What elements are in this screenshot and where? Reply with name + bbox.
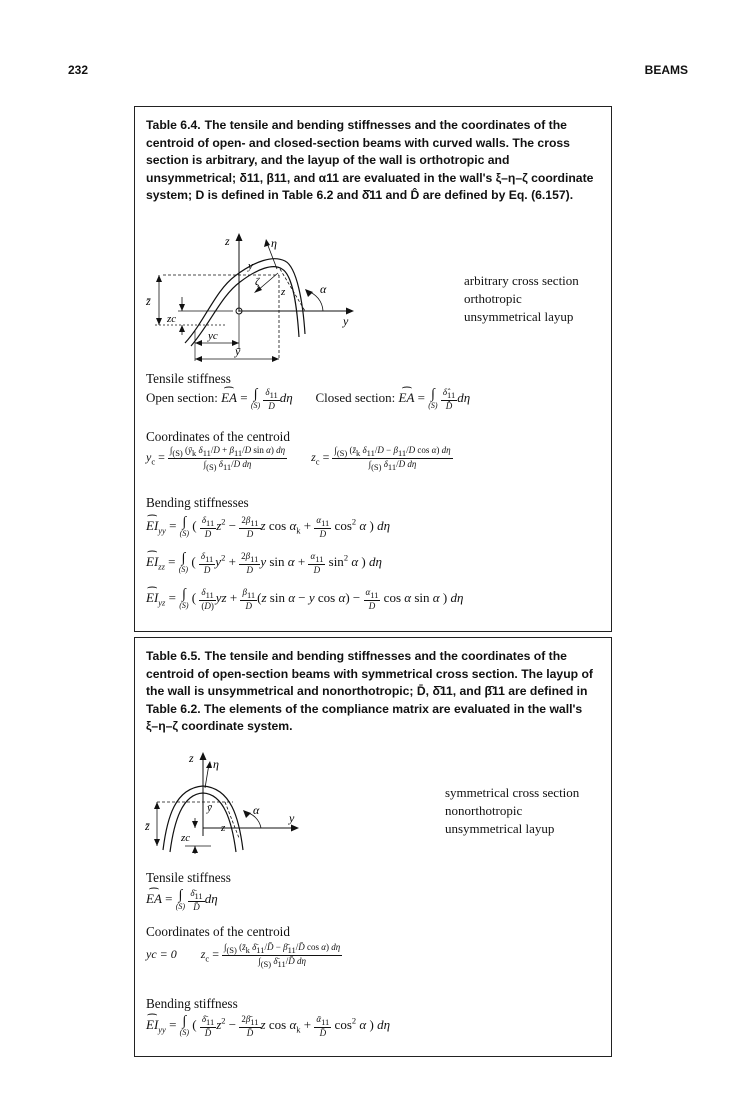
- table-6-5: [134, 637, 612, 1057]
- table-6-5-cross-section-figure: [145, 748, 315, 858]
- fig2-z-label: z: [189, 751, 194, 765]
- table-6-4-cross-section-figure: [145, 231, 375, 371]
- note-line: unsymmetrical layup: [445, 821, 555, 836]
- fig1-local-y-label: y: [248, 260, 253, 272]
- page-number: 232: [68, 63, 89, 77]
- table-6-5-caption-text: The tensile and bending stiffnesses and the coordinates of the centroid of open-section beams with symmetrical cross section. The layup of the wall is unsymmetrical and nonorthotropic; D̄, δ̄11, and β̄11 are defined in Table 6.2. The elements of the compliance matrix are evaluated in the wall's ξ–η–ζ coordinate system.: [146, 649, 593, 734]
- fig1-zbar-label: z̄: [146, 294, 151, 308]
- bending-eq-yy: ⌢ $EI_{yy}$ = ∫ (S) ( $\frac{\delta_{11}}{D}$ $z^2$ − $\frac{2\beta_{11}}{D}$ z $\cos \alpha_k$ + $\frac{\alpha_{11}}{D}$ $\cos^2 \alpha$ ) dη: [146, 515, 390, 539]
- fig1-zc-label: zc: [167, 313, 177, 325]
- closed-section-label: Closed section:: [315, 389, 396, 405]
- centroid-eq-2: yc = 0 $z_c$ = $\frac{\int_{(S)} (z̄_k \deltā_{11}/D̄ - \betā_{11}/D̄ \cos \alpha) d\eta}{\int_{(S)} \deltā_{11}/D̄ d\eta}$: [146, 942, 341, 969]
- note-line: nonorthotropic: [445, 803, 523, 818]
- fig1-ybar-label: ȳ: [235, 344, 241, 358]
- bending-heading: Bending stiffnesses: [146, 495, 249, 510]
- fig1-alpha-label: α: [320, 282, 327, 296]
- note-line: arbitrary cross section: [464, 273, 579, 288]
- bending-eq-zz: ⌢ $EI_{zz}$ = ∫ (S) ( $\frac{\delta_{11}}{D}$ $y^2$ + $\frac{2\beta_{11}}{D}$ y sin α + $\frac{\alpha_{11}}{D}$ $\sin^2 \alpha$ ) dη: [146, 551, 382, 575]
- tensile-heading: Tensile stiffness: [146, 371, 231, 386]
- table-6-4-caption: [146, 117, 597, 205]
- fig1-eta-label: η: [271, 236, 277, 250]
- tensile-eq-open: Open section: ⌢ EA = ∫ (S) $\frac{\delta_{11}}{D}$ dη Closed section: ⌢ EA = ∫ (S) $\frac{\deltâ_{11}}{D̂}$ dη: [146, 387, 470, 411]
- fig2-eta-label: η: [213, 757, 219, 771]
- fig2-inner-z-label: z: [221, 822, 226, 834]
- fig1-zeta-label: ζ: [255, 276, 260, 288]
- tensile-heading-2: Tensile stiffness: [146, 870, 231, 885]
- table-6-5-label: Table 6.5.: [146, 649, 201, 663]
- fig2-zc-label: zc: [181, 832, 191, 844]
- bending-eq-yz: ⌢ $EI_{yz}$ = ∫ (S) ( $\frac{\delta_{11}}{(D)}$ yz + $\frac{\beta_{11}}{D}$ (z sin α − y cos α) − $\frac{\alpha_{11}}{D}$ cos α sin α ) dη: [146, 587, 463, 611]
- fig2-zbar-label: z̄: [145, 819, 150, 833]
- fig2-alpha-label: α: [253, 803, 260, 817]
- fig2-y-label: y: [289, 811, 295, 825]
- fig1-z-label: z: [225, 234, 230, 248]
- table-6-4-notes: [464, 272, 579, 326]
- fig2-ybar-label: ȳ: [207, 802, 212, 814]
- tensile-eq-2: ⌢ EA = ∫ (S) $\frac{\deltā_{11}}{D̄}$ dη: [146, 888, 218, 912]
- bending-eq-yy-2: ⌢ $EI_{yy}$ = ∫ (S) ( $\frac{\deltā_{11}}{D̄}$ $z^2$ − $\frac{2\betā_{11}}{D̄}$ z $\cos \alpha_k$ + $\frac{ᾱ_{11}}{D̄}$ $\cos^2 \alpha$ ) dη: [146, 1014, 390, 1038]
- note-line: symmetrical cross section: [445, 785, 580, 800]
- running-title: BEAMS: [644, 63, 688, 77]
- table-6-5-caption: [146, 648, 597, 736]
- centroid-heading: Coordinates of the centroid: [146, 429, 290, 444]
- table-6-4: [134, 106, 612, 632]
- note-line: orthotropic: [464, 291, 522, 306]
- open-section-label: Open section:: [146, 389, 218, 405]
- table-6-5-notes: [445, 784, 579, 838]
- fig1-y-label: y: [343, 314, 349, 328]
- yc-zero: yc = 0: [146, 947, 177, 962]
- table-6-4-caption-text: The tensile and bending stiffnesses and the coordinates of the centroid of open- and closed-section beams with curved walls. The cross section is arbitrary, and the layup of the wall is orthotropic and unsymmetrical; δ11, β11, and α11 are evaluated in the wall's ξ–η–ζ coordinate system; D is defined in Table 6.2 and δ̂11 and D̂ are defined by Eq. (6.157).: [146, 118, 594, 203]
- fig1-local-z-label: z: [281, 286, 286, 298]
- bending-heading-2: Bending stiffness: [146, 996, 238, 1011]
- table-6-4-label: Table 6.4.: [146, 118, 201, 132]
- note-line: unsymmetrical layup: [464, 309, 574, 324]
- centroid-heading-2: Coordinates of the centroid: [146, 924, 290, 939]
- fig1-yc-label: yc: [208, 330, 218, 342]
- centroid-eq: $y_c$ = $\frac{\int_{(S)} (ȳ_k \delta_{11}/D + \beta_{11}/D \sin \alpha) d\eta}{\int_{(S)} \delta_{11}/D d\eta}$ $z_c$ = $\frac{\int_{(S)} (z̄_k \delta_{11}/D - \beta_{11}/D \cos \alpha) d\eta}{\int_{(S)} \delta_{11}/D d\eta}$: [146, 445, 451, 472]
